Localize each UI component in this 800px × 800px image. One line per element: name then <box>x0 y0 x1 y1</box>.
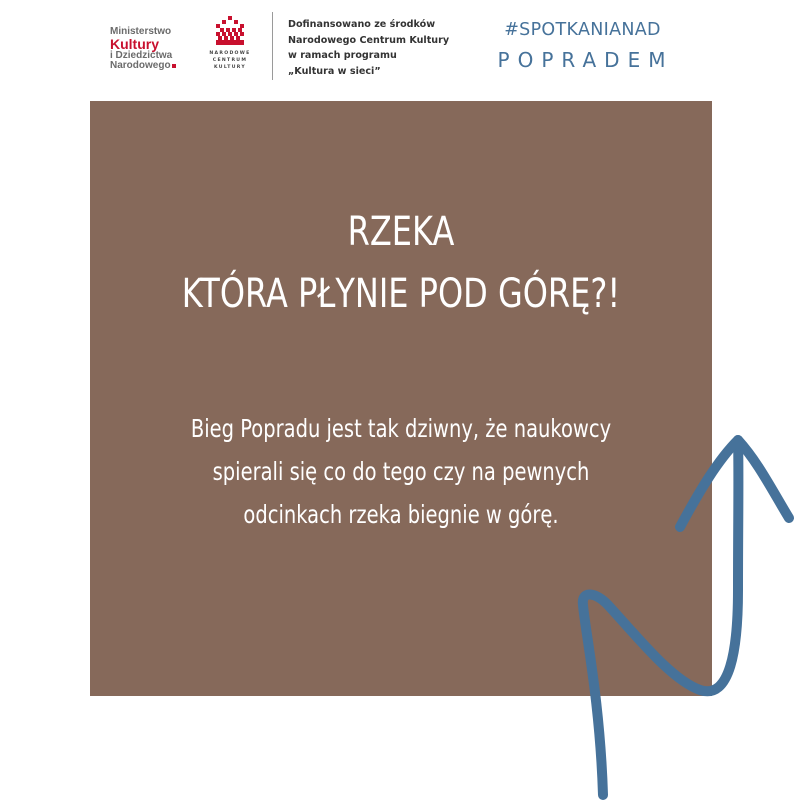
card-body-line3: odcinkach rzeka biegnie w górę. <box>243 500 559 529</box>
ministry-logo-line1: Ministerstwo <box>110 26 172 37</box>
hashtag <box>480 18 685 74</box>
nck-logo-line1: NARODOWE <box>209 51 251 56</box>
funding-note-line1: Dofinansowano ze środków <box>288 19 436 30</box>
card-title-line2: KTÓRA PŁYNIE POD GÓRĘ?! <box>181 271 621 317</box>
content-card <box>90 101 712 696</box>
hashtag-line2: POPRADEM <box>497 48 674 72</box>
header-divider <box>272 12 273 80</box>
ministry-logo-line4-wrap <box>110 61 190 71</box>
ministry-logo-line4: Narodowego <box>110 60 171 71</box>
funding-note-line4: „Kultura w sieci” <box>288 65 381 77</box>
funding-note-line2: Narodowego Centrum Kultury <box>288 34 450 46</box>
card-body-line1: Bieg Popradu jest tak dziwny, że naukowcy <box>190 414 612 443</box>
card-title <box>152 201 650 325</box>
ministry-logo-dot <box>172 64 176 68</box>
ministry-logo-line3: i Dziedzictwa <box>110 50 173 61</box>
header <box>0 0 800 90</box>
card-body <box>158 407 643 536</box>
ministry-logo <box>110 27 190 71</box>
hashtag-line1: #SPOTKANIANAD <box>504 20 661 40</box>
card-body-line2: spierali się co do tego czy na pewnych <box>212 457 590 486</box>
funding-note-line3: w ramach programu <box>288 50 397 61</box>
nck-logo-text <box>206 50 254 71</box>
card-title-line1: RZEKA <box>347 209 455 255</box>
nck-logo-line2: CENTRUM <box>212 58 248 64</box>
ministry-logo-line2: Kultury <box>110 36 159 52</box>
funding-note <box>288 17 468 79</box>
nck-logo-line3: KULTURY <box>214 65 246 71</box>
nck-crown-icon <box>216 16 244 46</box>
nck-logo <box>206 16 254 71</box>
